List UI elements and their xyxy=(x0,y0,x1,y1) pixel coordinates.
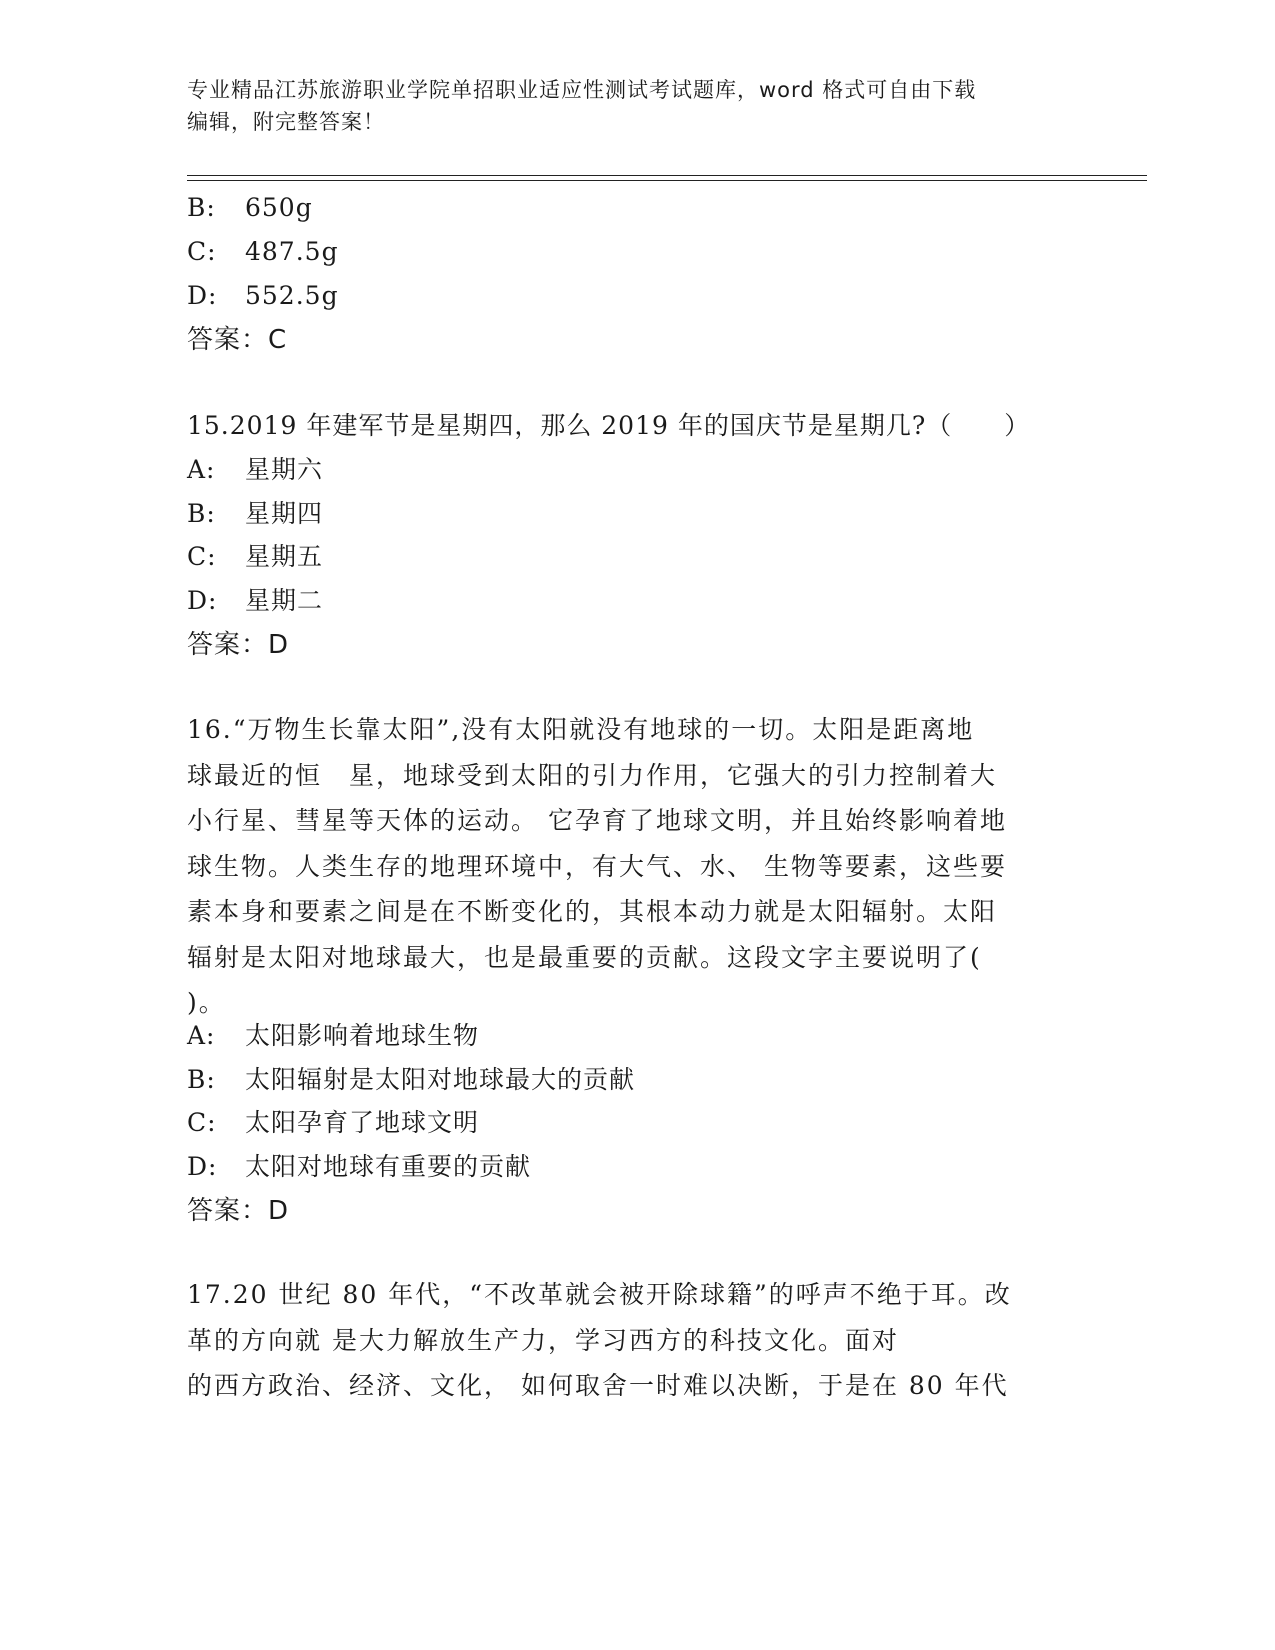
q16-option-a xyxy=(187,1021,479,1051)
option-text: 太阳对地球有重要的贡献 xyxy=(245,1152,532,1181)
q17-question-line: 革的方向就 是大力解放生产力，学习西方的科技文化。面对 xyxy=(187,1325,899,1355)
header-rule-bottom xyxy=(187,180,1147,181)
option-letter: C: xyxy=(187,1108,217,1137)
q15-option-a xyxy=(187,455,323,485)
q15-question: 15.2019 年建军节是星期四，那么 2019 年的国庆节是星期几?（ ） xyxy=(187,411,1031,440)
q15-option-b xyxy=(187,499,323,529)
option-text: 星期五 xyxy=(245,542,324,571)
option-text: 487.5g xyxy=(245,237,339,266)
q14-option-d xyxy=(187,281,339,311)
q17-question-line: 17.20 世纪 80 年代，“不改革就会被开除球籍”的呼声不绝于耳。改 xyxy=(187,1280,1012,1309)
option-letter: B: xyxy=(187,193,216,222)
q14-answer: 答案：C xyxy=(187,325,288,355)
q16-option-b xyxy=(187,1065,635,1095)
page-header xyxy=(187,74,1067,138)
q16-question-line: 球最近的恒 星，地球受到太阳的引力作用，它强大的引力控制着大 xyxy=(187,760,998,790)
option-text: 太阳辐射是太阳对地球最大的贡献 xyxy=(245,1065,636,1094)
q15-option-c xyxy=(187,542,323,572)
q16-question-line: 16.“万物生长靠太阳”,没有太阳就没有地球的一切。太阳是距离地 xyxy=(187,715,975,744)
option-letter: A: xyxy=(187,1021,216,1050)
q16-question-line: )。 xyxy=(187,988,226,1017)
option-letter: C: xyxy=(187,542,217,571)
q16-option-c xyxy=(187,1108,479,1138)
option-letter: D: xyxy=(187,281,218,310)
q17-question xyxy=(187,1272,1067,1409)
q16-answer: 答案：D xyxy=(187,1196,290,1226)
option-text: 星期二 xyxy=(245,586,324,615)
q17-question-line: 的西方政治、经济、文化， 如何取舍一时难以决断，于是在 80 年代 xyxy=(187,1371,1009,1400)
q16-question-line: 辐射是太阳对地球最大，也是最重要的贡献。这段文字主要说明了( xyxy=(187,942,982,972)
q16-question-line: 素本身和要素之间是在不断变化的，其根本动力就是太阳辐射。太阳 xyxy=(187,897,998,926)
option-letter: D: xyxy=(187,586,218,615)
option-letter: C: xyxy=(187,237,217,266)
q14-option-b xyxy=(187,193,313,223)
option-text: 太阳孕育了地球文明 xyxy=(245,1108,480,1137)
header-line-2: 编辑，附完整答案！ xyxy=(187,110,385,134)
q16-question xyxy=(187,707,1067,1026)
option-letter: D: xyxy=(187,1152,218,1181)
q14-option-c xyxy=(187,237,339,267)
option-text: 太阳影响着地球生物 xyxy=(245,1021,480,1050)
option-letter: B: xyxy=(187,1065,216,1094)
header-rule-top xyxy=(187,175,1147,176)
header-line-1: 专业精品江苏旅游职业学院单招职业适应性测试考试题库，word 格式可自由下载 xyxy=(187,78,977,102)
q15-answer: 答案：D xyxy=(187,630,290,660)
option-text: 552.5g xyxy=(245,281,339,310)
q15-option-d xyxy=(187,586,323,616)
option-letter: A: xyxy=(187,455,216,484)
option-text: 星期四 xyxy=(245,499,324,528)
option-letter: B: xyxy=(187,499,216,528)
option-text: 650g xyxy=(245,193,313,222)
option-text: 星期六 xyxy=(245,455,324,484)
q16-option-d xyxy=(187,1152,531,1182)
q16-question-line: 球生物。人类生存的地理环境中，有大气、水、 生物等要素，这些要 xyxy=(187,851,1007,881)
q16-question-line: 小行星、彗星等天体的运动。 它孕育了地球文明，并且始终影响着地 xyxy=(187,806,1007,835)
